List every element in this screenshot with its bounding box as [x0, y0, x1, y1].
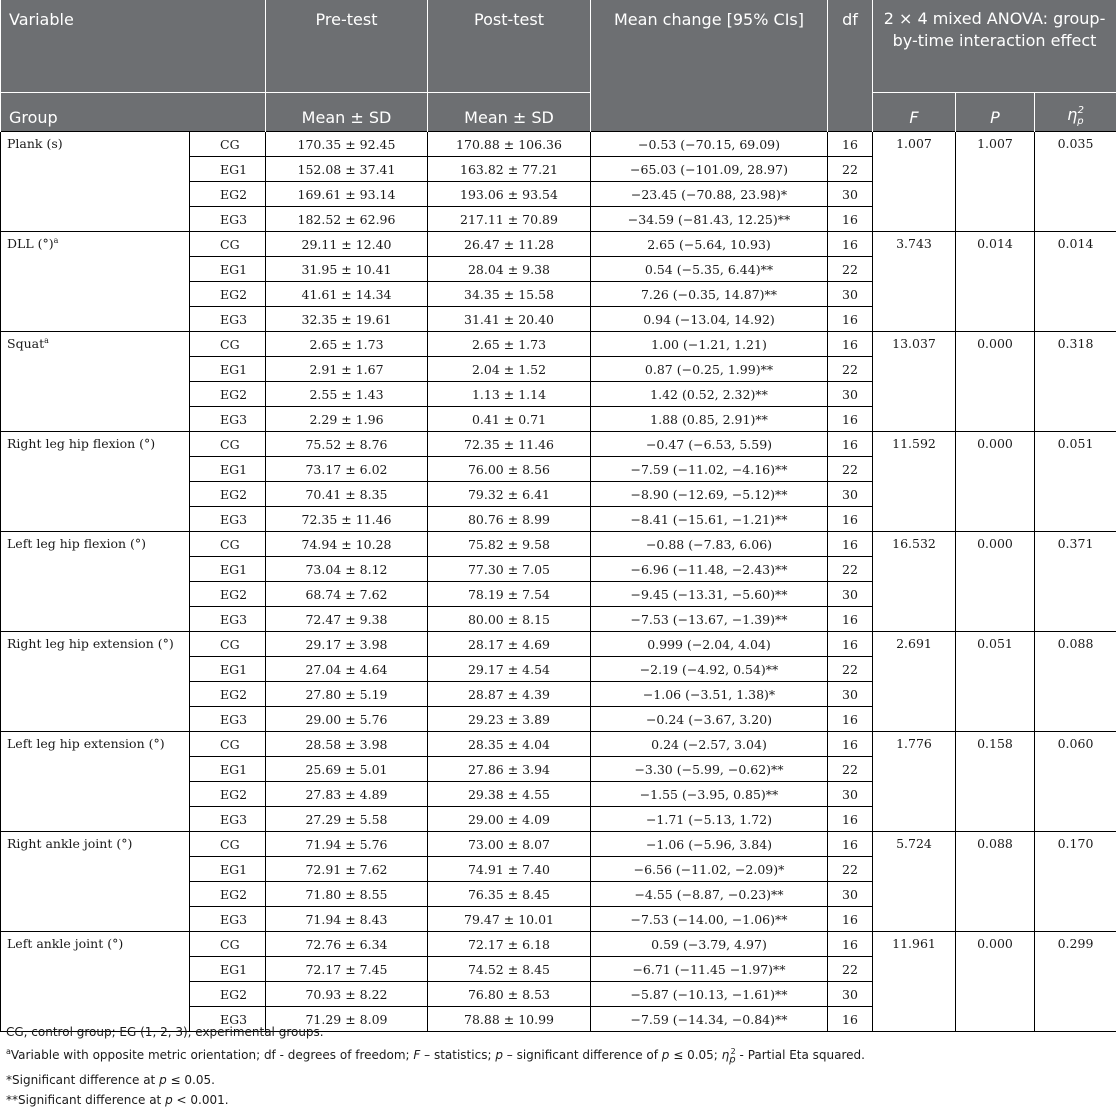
header-anova-title: 2 × 4 mixed ANOVA: group-by-time interaction effect [873, 0, 1116, 93]
post-test-cell: 29.23 ± 3.89 [428, 707, 591, 732]
f-stat-cell: 5.724 [873, 832, 956, 932]
group-cell: EG2 [190, 182, 266, 207]
post-test-cell: 27.86 ± 3.94 [428, 757, 591, 782]
df-cell: 30 [828, 682, 873, 707]
df-cell: 16 [828, 832, 873, 857]
group-cell: EG3 [190, 907, 266, 932]
variable-name [1, 932, 190, 1032]
footnote-a: $^a$Variable with opposite metric orientation; df - degrees of freedom; F – statistics; p – significant difference of p ≤ 0.05; $\eta_p^2$ - Partial Eta squared. [6, 1042, 865, 1070]
f-stat-cell: 2.691 [873, 632, 956, 732]
mean-change-cell: −1.06 (−5.96, 3.84) [591, 832, 828, 857]
df-cell: 16 [828, 607, 873, 632]
df-cell: 16 [828, 307, 873, 332]
mean-change-cell: 0.24 (−2.57, 3.04) [591, 732, 828, 757]
footnote-single-star: *Significant difference at p ≤ 0.05. [6, 1070, 865, 1090]
group-cell: CG [190, 732, 266, 757]
variable-name [1, 232, 190, 332]
post-test-cell: 79.32 ± 6.41 [428, 482, 591, 507]
group-cell: CG [190, 132, 266, 157]
post-test-cell: 193.06 ± 93.54 [428, 182, 591, 207]
post-test-cell: 73.00 ± 8.07 [428, 832, 591, 857]
df-cell: 22 [828, 357, 873, 382]
df-cell: 16 [828, 332, 873, 357]
mean-change-cell: −7.59 (−14.34, −0.84)** [591, 1007, 828, 1032]
mean-change-cell: −34.59 (−81.43, 12.25)** [591, 207, 828, 232]
table-row [1, 532, 1116, 557]
eta-cell: 0.299 [1035, 932, 1116, 1032]
group-cell: EG3 [190, 1007, 266, 1032]
table-row [1, 132, 1116, 157]
group-cell: EG2 [190, 482, 266, 507]
mean-change-cell: −6.96 (−11.48, −2.43)** [591, 557, 828, 582]
pre-test-cell: 27.04 ± 4.64 [266, 657, 428, 682]
post-test-cell: 28.87 ± 4.39 [428, 682, 591, 707]
df-cell: 16 [828, 732, 873, 757]
post-test-cell: 1.13 ± 1.14 [428, 382, 591, 407]
footnote-double-star: **Significant difference at p < 0.001. [6, 1090, 865, 1110]
pre-test-cell: 2.55 ± 1.43 [266, 382, 428, 407]
post-test-cell: 28.04 ± 9.38 [428, 257, 591, 282]
group-cell: CG [190, 332, 266, 357]
mean-change-cell: −9.45 (−13.31, −5.60)** [591, 582, 828, 607]
post-test-cell: 31.41 ± 20.40 [428, 307, 591, 332]
df-cell: 30 [828, 182, 873, 207]
post-test-cell: 76.35 ± 8.45 [428, 882, 591, 907]
mean-change-cell: −7.53 (−14.00, −1.06)** [591, 907, 828, 932]
header-group: Group [1, 93, 266, 132]
variable-name [1, 732, 190, 832]
eta-cell: 0.371 [1035, 532, 1116, 632]
mean-change-cell: 7.26 (−0.35, 14.87)** [591, 282, 828, 307]
pre-test-cell: 27.80 ± 5.19 [266, 682, 428, 707]
header-pre-test: Pre-test [266, 0, 428, 93]
f-stat-cell: 1.007 [873, 132, 956, 232]
post-test-cell: 78.19 ± 7.54 [428, 582, 591, 607]
df-cell: 22 [828, 957, 873, 982]
group-cell: EG3 [190, 707, 266, 732]
post-test-cell: 76.00 ± 8.56 [428, 457, 591, 482]
post-test-cell: 74.91 ± 7.40 [428, 857, 591, 882]
df-cell: 22 [828, 157, 873, 182]
eta-cell: 0.318 [1035, 332, 1116, 432]
group-cell: EG2 [190, 382, 266, 407]
df-cell: 16 [828, 132, 873, 157]
variable-label: Plank (s) [7, 136, 63, 151]
group-cell: EG1 [190, 757, 266, 782]
mean-change-cell: 0.94 (−13.04, 14.92) [591, 307, 828, 332]
p-value-cell: 0.014 [956, 232, 1035, 332]
group-cell: CG [190, 432, 266, 457]
variable-footnote-marker: a [44, 336, 49, 345]
table-header [1, 0, 1116, 132]
f-stat-cell: 3.743 [873, 232, 956, 332]
variable-label: Left leg hip flexion (°) [7, 536, 146, 551]
pre-test-cell: 72.47 ± 9.38 [266, 607, 428, 632]
df-cell: 16 [828, 707, 873, 732]
post-test-cell: 2.04 ± 1.52 [428, 357, 591, 382]
df-cell: 22 [828, 857, 873, 882]
df-cell: 30 [828, 482, 873, 507]
f-stat-cell: 11.592 [873, 432, 956, 532]
table-row [1, 932, 1116, 957]
post-test-cell: 74.52 ± 8.45 [428, 957, 591, 982]
df-cell: 30 [828, 282, 873, 307]
group-cell: EG2 [190, 982, 266, 1007]
pre-test-cell: 71.80 ± 8.55 [266, 882, 428, 907]
df-cell: 16 [828, 432, 873, 457]
post-test-cell: 217.11 ± 70.89 [428, 207, 591, 232]
eta-cell: 0.060 [1035, 732, 1116, 832]
group-cell: EG1 [190, 857, 266, 882]
group-cell: EG3 [190, 407, 266, 432]
header-eta-symbol: η [1067, 105, 1077, 124]
group-cell: EG3 [190, 307, 266, 332]
table-row [1, 432, 1116, 457]
mean-change-cell: −7.59 (−11.02, −4.16)** [591, 457, 828, 482]
f-stat-cell: 11.961 [873, 932, 956, 1032]
df-cell: 30 [828, 782, 873, 807]
mean-change-cell: 2.65 (−5.64, 10.93) [591, 232, 828, 257]
df-cell: 16 [828, 507, 873, 532]
pre-test-cell: 29.17 ± 3.98 [266, 632, 428, 657]
post-test-cell: 0.41 ± 0.71 [428, 407, 591, 432]
df-cell: 22 [828, 557, 873, 582]
p-value-cell: 0.051 [956, 632, 1035, 732]
variable-label: Left leg hip extension (°) [7, 736, 165, 751]
group-cell: EG1 [190, 157, 266, 182]
pre-test-cell: 71.94 ± 8.43 [266, 907, 428, 932]
f-stat-cell: 13.037 [873, 332, 956, 432]
header-mean-sd-pre: Mean ± SD [266, 93, 428, 132]
pre-test-cell: 71.29 ± 8.09 [266, 1007, 428, 1032]
post-test-cell: 29.17 ± 4.54 [428, 657, 591, 682]
pre-test-cell: 182.52 ± 62.96 [266, 207, 428, 232]
df-cell: 22 [828, 657, 873, 682]
pre-test-cell: 29.11 ± 12.40 [266, 232, 428, 257]
variable-footnote-marker: a [54, 236, 59, 245]
df-cell: 22 [828, 757, 873, 782]
header-variable: Variable [1, 0, 266, 93]
group-cell: EG2 [190, 682, 266, 707]
pre-test-cell: 73.04 ± 8.12 [266, 557, 428, 582]
pre-test-cell: 32.35 ± 19.61 [266, 307, 428, 332]
group-cell: EG3 [190, 507, 266, 532]
p-value-cell: 0.158 [956, 732, 1035, 832]
group-cell: CG [190, 832, 266, 857]
mean-change-cell: −0.24 (−3.67, 3.20) [591, 707, 828, 732]
header-mean-sd-post: Mean ± SD [428, 93, 591, 132]
group-cell: CG [190, 232, 266, 257]
header-eta-sup: 2 [1078, 105, 1084, 116]
eta-cell: 0.088 [1035, 632, 1116, 732]
post-test-cell: 28.17 ± 4.69 [428, 632, 591, 657]
variable-label: Right ankle joint (°) [7, 836, 132, 851]
table-row [1, 632, 1116, 657]
mean-change-cell: −65.03 (−101.09, 28.97) [591, 157, 828, 182]
group-cell: EG2 [190, 582, 266, 607]
df-cell: 30 [828, 382, 873, 407]
df-cell: 16 [828, 532, 873, 557]
group-cell: EG2 [190, 282, 266, 307]
header-f: F [873, 93, 956, 132]
p-value-cell: 0.000 [956, 932, 1035, 1032]
post-test-cell: 72.17 ± 6.18 [428, 932, 591, 957]
group-cell: CG [190, 532, 266, 557]
mean-change-cell: 0.999 (−2.04, 4.04) [591, 632, 828, 657]
pre-test-cell: 152.08 ± 37.41 [266, 157, 428, 182]
variable-name [1, 832, 190, 932]
table-body [1, 132, 1116, 1032]
post-test-cell: 80.76 ± 8.99 [428, 507, 591, 532]
df-cell: 22 [828, 457, 873, 482]
pre-test-cell: 72.17 ± 7.45 [266, 957, 428, 982]
df-cell: 16 [828, 907, 873, 932]
pre-test-cell: 2.29 ± 1.96 [266, 407, 428, 432]
group-cell: EG1 [190, 957, 266, 982]
mean-change-cell: −2.19 (−4.92, 0.54)** [591, 657, 828, 682]
post-test-cell: 29.38 ± 4.55 [428, 782, 591, 807]
df-cell: 16 [828, 632, 873, 657]
table-footnotes [6, 1022, 865, 1110]
pre-test-cell: 72.35 ± 11.46 [266, 507, 428, 532]
variable-label: Right leg hip flexion (°) [7, 436, 155, 451]
p-value-cell: 0.000 [956, 332, 1035, 432]
header-post-test: Post-test [428, 0, 591, 93]
post-test-cell: 2.65 ± 1.73 [428, 332, 591, 357]
group-cell: CG [190, 632, 266, 657]
header-p: P [956, 93, 1035, 132]
mean-change-cell: 0.54 (−5.35, 6.44)** [591, 257, 828, 282]
f-stat-cell: 1.776 [873, 732, 956, 832]
group-cell: EG1 [190, 657, 266, 682]
variable-label: Left ankle joint (°) [7, 936, 123, 951]
mean-change-cell: −5.87 (−10.13, −1.61)** [591, 982, 828, 1007]
eta-cell: 0.014 [1035, 232, 1116, 332]
post-test-cell: 76.80 ± 8.53 [428, 982, 591, 1007]
df-cell: 30 [828, 982, 873, 1007]
pre-test-cell: 31.95 ± 10.41 [266, 257, 428, 282]
variable-name [1, 332, 190, 432]
df-cell: 30 [828, 582, 873, 607]
df-cell: 16 [828, 932, 873, 957]
pre-test-cell: 169.61 ± 93.14 [266, 182, 428, 207]
pre-test-cell: 68.74 ± 7.62 [266, 582, 428, 607]
df-cell: 22 [828, 257, 873, 282]
eta-cell: 0.170 [1035, 832, 1116, 932]
mean-change-cell: 1.88 (0.85, 2.91)** [591, 407, 828, 432]
pre-test-cell: 71.94 ± 5.76 [266, 832, 428, 857]
pre-test-cell: 25.69 ± 5.01 [266, 757, 428, 782]
post-test-cell: 75.82 ± 9.58 [428, 532, 591, 557]
df-cell: 16 [828, 207, 873, 232]
pre-test-cell: 74.94 ± 10.28 [266, 532, 428, 557]
table-row [1, 332, 1116, 357]
post-test-cell: 77.30 ± 7.05 [428, 557, 591, 582]
post-test-cell: 78.88 ± 10.99 [428, 1007, 591, 1032]
group-cell: EG1 [190, 457, 266, 482]
pre-test-cell: 75.52 ± 8.76 [266, 432, 428, 457]
variable-label: Right leg hip extension (°) [7, 636, 174, 651]
pre-test-cell: 29.00 ± 5.76 [266, 707, 428, 732]
mean-change-cell: −8.90 (−12.69, −5.12)** [591, 482, 828, 507]
f-stat-cell: 16.532 [873, 532, 956, 632]
variable-name [1, 532, 190, 632]
p-value-cell: 1.007 [956, 132, 1035, 232]
table-row [1, 732, 1116, 757]
pre-test-cell: 70.93 ± 8.22 [266, 982, 428, 1007]
group-cell: EG1 [190, 357, 266, 382]
post-test-cell: 79.47 ± 10.01 [428, 907, 591, 932]
mean-change-cell: −1.71 (−5.13, 1.72) [591, 807, 828, 832]
pre-test-cell: 41.61 ± 14.34 [266, 282, 428, 307]
mean-change-cell: −23.45 (−70.88, 23.98)* [591, 182, 828, 207]
variable-label: Squat [7, 336, 44, 351]
post-test-cell: 29.00 ± 4.09 [428, 807, 591, 832]
mean-change-cell: 1.42 (0.52, 2.32)** [591, 382, 828, 407]
p-value-cell: 0.000 [956, 432, 1035, 532]
mean-change-cell: −7.53 (−13.67, −1.39)** [591, 607, 828, 632]
pre-test-cell: 73.17 ± 6.02 [266, 457, 428, 482]
mean-change-cell: −6.56 (−11.02, −2.09)* [591, 857, 828, 882]
mean-change-cell: −8.41 (−15.61, −1.21)** [591, 507, 828, 532]
variable-label: DLL (°) [7, 236, 54, 251]
post-test-cell: 26.47 ± 11.28 [428, 232, 591, 257]
mean-change-cell: −4.55 (−8.87, −0.23)** [591, 882, 828, 907]
post-test-cell: 34.35 ± 15.58 [428, 282, 591, 307]
df-cell: 16 [828, 807, 873, 832]
header-eta-sub: p [1077, 116, 1083, 127]
mean-change-cell: −0.53 (−70.15, 69.09) [591, 132, 828, 157]
header-eta [1035, 93, 1116, 132]
p-value-cell: 0.088 [956, 832, 1035, 932]
group-cell: EG3 [190, 607, 266, 632]
pre-test-cell: 2.65 ± 1.73 [266, 332, 428, 357]
df-cell: 16 [828, 407, 873, 432]
df-cell: 16 [828, 232, 873, 257]
pre-test-cell: 72.76 ± 6.34 [266, 932, 428, 957]
header-mean-change: Mean change [95% CIs] [591, 0, 828, 132]
pre-test-cell: 28.58 ± 3.98 [266, 732, 428, 757]
group-cell: EG3 [190, 807, 266, 832]
table-row [1, 232, 1116, 257]
group-cell: CG [190, 932, 266, 957]
group-cell: EG1 [190, 557, 266, 582]
group-cell: EG2 [190, 782, 266, 807]
post-test-cell: 80.00 ± 8.15 [428, 607, 591, 632]
post-test-cell: 28.35 ± 4.04 [428, 732, 591, 757]
eta-cell: 0.051 [1035, 432, 1116, 532]
group-cell: EG3 [190, 207, 266, 232]
mean-change-cell: −6.71 (−11.45 −1.97)** [591, 957, 828, 982]
mean-change-cell: 0.59 (−3.79, 4.97) [591, 932, 828, 957]
pre-test-cell: 72.91 ± 7.62 [266, 857, 428, 882]
pre-test-cell: 170.35 ± 92.45 [266, 132, 428, 157]
mean-change-cell: 1.00 (−1.21, 1.21) [591, 332, 828, 357]
post-test-cell: 170.88 ± 106.36 [428, 132, 591, 157]
pre-test-cell: 27.83 ± 4.89 [266, 782, 428, 807]
table-row [1, 832, 1116, 857]
pre-test-cell: 27.29 ± 5.58 [266, 807, 428, 832]
mean-change-cell: −0.88 (−7.83, 6.06) [591, 532, 828, 557]
p-value-cell: 0.000 [956, 532, 1035, 632]
footnote-abbrev: CG, control group; EG (1, 2, 3), experimental groups. [6, 1022, 865, 1042]
post-test-cell: 72.35 ± 11.46 [428, 432, 591, 457]
header-df: df [828, 0, 873, 132]
variable-name [1, 132, 190, 232]
group-cell: EG1 [190, 257, 266, 282]
mean-change-cell: −0.47 (−6.53, 5.59) [591, 432, 828, 457]
pre-test-cell: 70.41 ± 8.35 [266, 482, 428, 507]
pre-test-cell: 2.91 ± 1.67 [266, 357, 428, 382]
mean-change-cell: −3.30 (−5.99, −0.62)** [591, 757, 828, 782]
mean-change-cell: −1.55 (−3.95, 0.85)** [591, 782, 828, 807]
variable-name [1, 632, 190, 732]
mean-change-cell: −1.06 (−3.51, 1.38)* [591, 682, 828, 707]
mean-change-cell: 0.87 (−0.25, 1.99)** [591, 357, 828, 382]
eta-cell: 0.035 [1035, 132, 1116, 232]
variable-name [1, 432, 190, 532]
df-cell: 30 [828, 882, 873, 907]
group-cell: EG2 [190, 882, 266, 907]
df-cell: 16 [828, 1007, 873, 1032]
post-test-cell: 163.82 ± 77.21 [428, 157, 591, 182]
